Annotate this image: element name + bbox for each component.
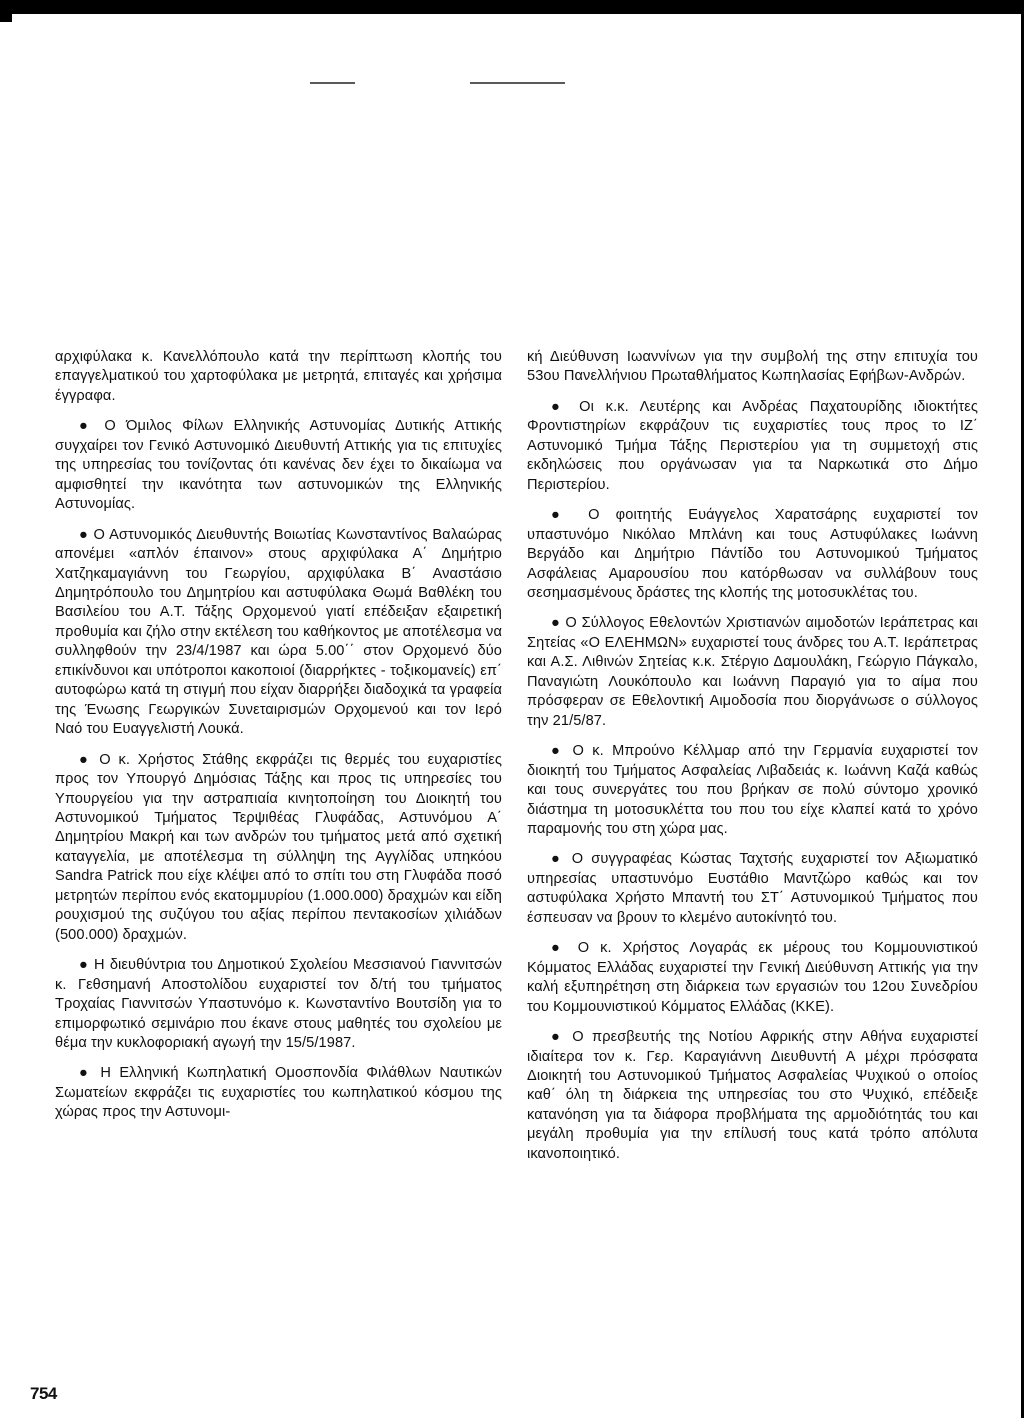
paragraph: ● Ο Αστυνομικός Διευθυντής Βοιωτίας Κωνσταντίνος Βαλαώρας απονέμει «απλόν έπαινον» στους αρχιφύλακα Α΄ Δημήτριο Χατζηκαμαγιάννη του Γεωργίου, αρχιφύλακα Β΄ Αναστάσιο Δημητρόπουλο του Δημητρίου και αστυφύλακα Θωμά Βαθλέκη του Βασιλείου του Α.Τ. Τάξης Ορχομενού γιατί επέδειξαν εξαιρετική προθυμία και ζήλο στην εκτέλεση του καθήκοντος με αποτέλεσμα να συλληφθούν την 23/4/1987 και ώρα 5.00΄΄ στον Ορχομενό δύο επικίνδυνοι και υπότροποι κακοποιοί (διαρρήκτες - τοξικομανείς) επ΄ αυτοφώρω κατά τη στιγμή που είχαν διαρρήξει διαδοχικά τα γραφεία της Ένωσης Γεωργικών Συνεταιρισμών Ορχομενού και τον Ιερό Ναό του Ευαγγελιστή Λουκά. — [55, 526, 502, 738]
paragraph: ● Ο Σύλλογος Εθελοντών Χριστιανών αιμοδοτών Ιεράπετρας και Σητείας «Ο ΕΛΕΗΜΩΝ» ευχαριστεί τους άνδρες του Α.Τ. Ιεράπετρας και Α.Σ. Λιθινών Σητείας κ.κ. Στέργιο Δαμουλάκη, Γεώργιο Πάγκαλο, Παναγιώτη Λουκόπουλο και Ιωάννη Παραγιό για το αίμα που πρόσφεραν σε Εθελοντική Αιμοδοσία που διοργάνωσε ο σύλλογος την 21/5/87. — [527, 615, 978, 729]
paragraph: ● Ο Όμιλος Φίλων Ελληνικής Αστυνομίας Δυτικής Αττικής συγχαίρει τον Γενικό Αστυνομικό Διευθυντή Αττικής για τις επιτυχίες της υπηρεσίας του τονίζοντας ότι κανένας δεν έχει το δικαίωμα να αμφισθητεί την ικανότητα των αστυνομικών της Ελληνικής Αστυνομίας. — [55, 418, 502, 513]
paragraph: ● Ο κ. Χρήστος Λογαράς εκ μέρους του Κομμουνιστικού Κόμματος Ελλάδας ευχαριστεί την Γενική Διεύθυνση Αττικής για την καλή εξυπηρέτηση στη διάρκεια των εργασιών του 12ου Συνεδρίου του Κομμουνιστικού Κόμματος Ελλάδας (ΚΚΕ). — [527, 940, 978, 1015]
scan-border-top — [0, 0, 1024, 14]
paragraph: ● Η διευθύντρια του Δημοτικού Σχολείου Μεσσιανού Γιαννιτσών κ. Γεθσημανή Αποστολίδου ευχαριστεί τον δ/τή του τμήματος Τροχαίας Γιαννιτσών Υπαστυνόμο κ. Κωνσταντίνο Βουτσίδη για το επιμορφωτικό σεμινάριο που έκανε στους μαθητές του σχολείου με θέμα την κυκλοφοριακή αγωγή την 15/5/1987. — [55, 957, 502, 1051]
right-column — [527, 348, 978, 1175]
scan-artifact-right — [470, 82, 565, 84]
paragraph: κή Διεύθυνση Ιωαννίνων για την συμβολή της στην επιτυχία του 53ου Πανελλήνιου Πρωταθλήματος Κωπηλασίας Εφήβων-Ανδρών. — [527, 349, 978, 385]
left-column — [55, 348, 502, 1134]
paragraph: ● Ο κ. Χρήστος Στάθης εκφράζει τις θερμές του ευχαριστίες προς τον Υπουργό Δημόσιας Τάξης και προς τις υπηρεσίες του Υπουργείου για την αστραπιαία κινητοποίηση του Διοικητή του Αστυνομικού Τμήματος Τερψιθέας Γλυφάδας, Αστυνόμου Α΄ Δημητρίου Μακρή και των ανδρών του τμήματος μετά από σχετική καταγγελία, με αποτέλεσμα τη σύλληψη της Αγγλίδας υπηκόου Sandra Patrick που είχε κλέψει από το σπίτι του στη Γλυφάδα ποσό μετρητών περίπου ενός εκατομμυρίου (1.000.000) δραχμών και είδη ρουχισμού της συζύγου του αξίας περίπου πεντακοσίων χιλιάδων (500.000) δραχμών. — [55, 751, 502, 943]
paragraph: ● Η Ελληνική Κωπηλατική Ομοσπονδία Φιλάθλων Ναυτικών Σωματείων εκφράζει τις ευχαριστίες του κωπηλατικού κόσμου της χώρας προς την Αστυνομι- — [55, 1065, 502, 1121]
paragraph: ● Ο πρεσβευτής της Νοτίου Αφρικής στην Αθήνα ευχαριστεί ιδιαίτερα τον κ. Γερ. Καραγιάννη Διευθυντή Α μέχρι πρόσφατα Διοικητή του Αστυνομικού Τμήματος Ασφαλείας Ψυχικού ο οποίος καθ΄ όλη τη διάρκεια της υπηρεσίας του στο Ψυχικό, επέδειξε κατανόηση για τα διάφορα προβλήματα της αρμοδιότητάς του και μεγάλη προθυμία για την επίλυσή τους κατά τρόπο απόλυτα ικανοποιητικό. — [527, 1029, 978, 1162]
scan-border-notch — [0, 14, 12, 22]
page-number: 754 — [30, 1384, 57, 1403]
paragraph: αρχιφύλακα κ. Κανελλόπουλο κατά την περίπτωση κλοπής του επαγγελματικού του χαρτοφύλακα με μετρητά, επιταγές και χρήσιμα έγγραφα. — [55, 349, 502, 404]
paragraph: ● Ο συγγραφέας Κώστας Ταχτσής ευχαριστεί τον Αξιωματικό υπηρεσίας υπαστυνόμο Ευστάθιο Μαντζώρο καθώς και τον αστυφύλακα Χρήστο Μπαντή του ΣΤ΄ Αστυνομικού Τμήματος που έσπευσαν να βρουν το κλεμένο αυτοκίνητό του. — [527, 851, 978, 926]
paragraph: ● Ο φοιτητής Ευάγγελος Χαρατσάρης ευχαριστεί τον υπαστυνόμο Νικόλαο Μπλάνη και τους Αστυφύλακες Ιωάννη Βεργάδο και Δημήτριο Πάντίδο του Αστυνομικού Τμήματος Ασφάλειας Αμαρουσίου που κατόρθωσαν να συλλάβουν τους σεσημασμένους δράστες της κλοπής της μοτοσυκλέτας του. — [527, 507, 978, 601]
paragraph: ● Οι κ.κ. Λευτέρης και Ανδρέας Παχατουρίδης ιδιοκτήτες Φροντιστηρίων εκφράζουν τις ευχαριστίες τους προς το ΙΖ΄ Αστυνομικό Τμήμα Τάξης Περιστερίου για τη συμμετοχή στις εκδηλώσεις που οργάνωσαν για τα Ναρκωτικά στο Δήμο Περιστερίου. — [527, 398, 978, 493]
scan-artifact-left — [310, 82, 355, 84]
paragraph: ● Ο κ. Μπρούνο Κέλλμαρ από την Γερμανία ευχαριστεί τον διοικητή του Τμήματος Ασφαλείας Λιβαδειάς κ. Ιωάννη Καζά καθώς και τους συνεργάτες του που βρήκαν σε πολύ σύντομο χρονικό διάστημα τη μοτοσυκλέττα του που του είχε κλαπεί κατά το χρόνο παραμονής του στη χώρα μας. — [527, 743, 978, 837]
